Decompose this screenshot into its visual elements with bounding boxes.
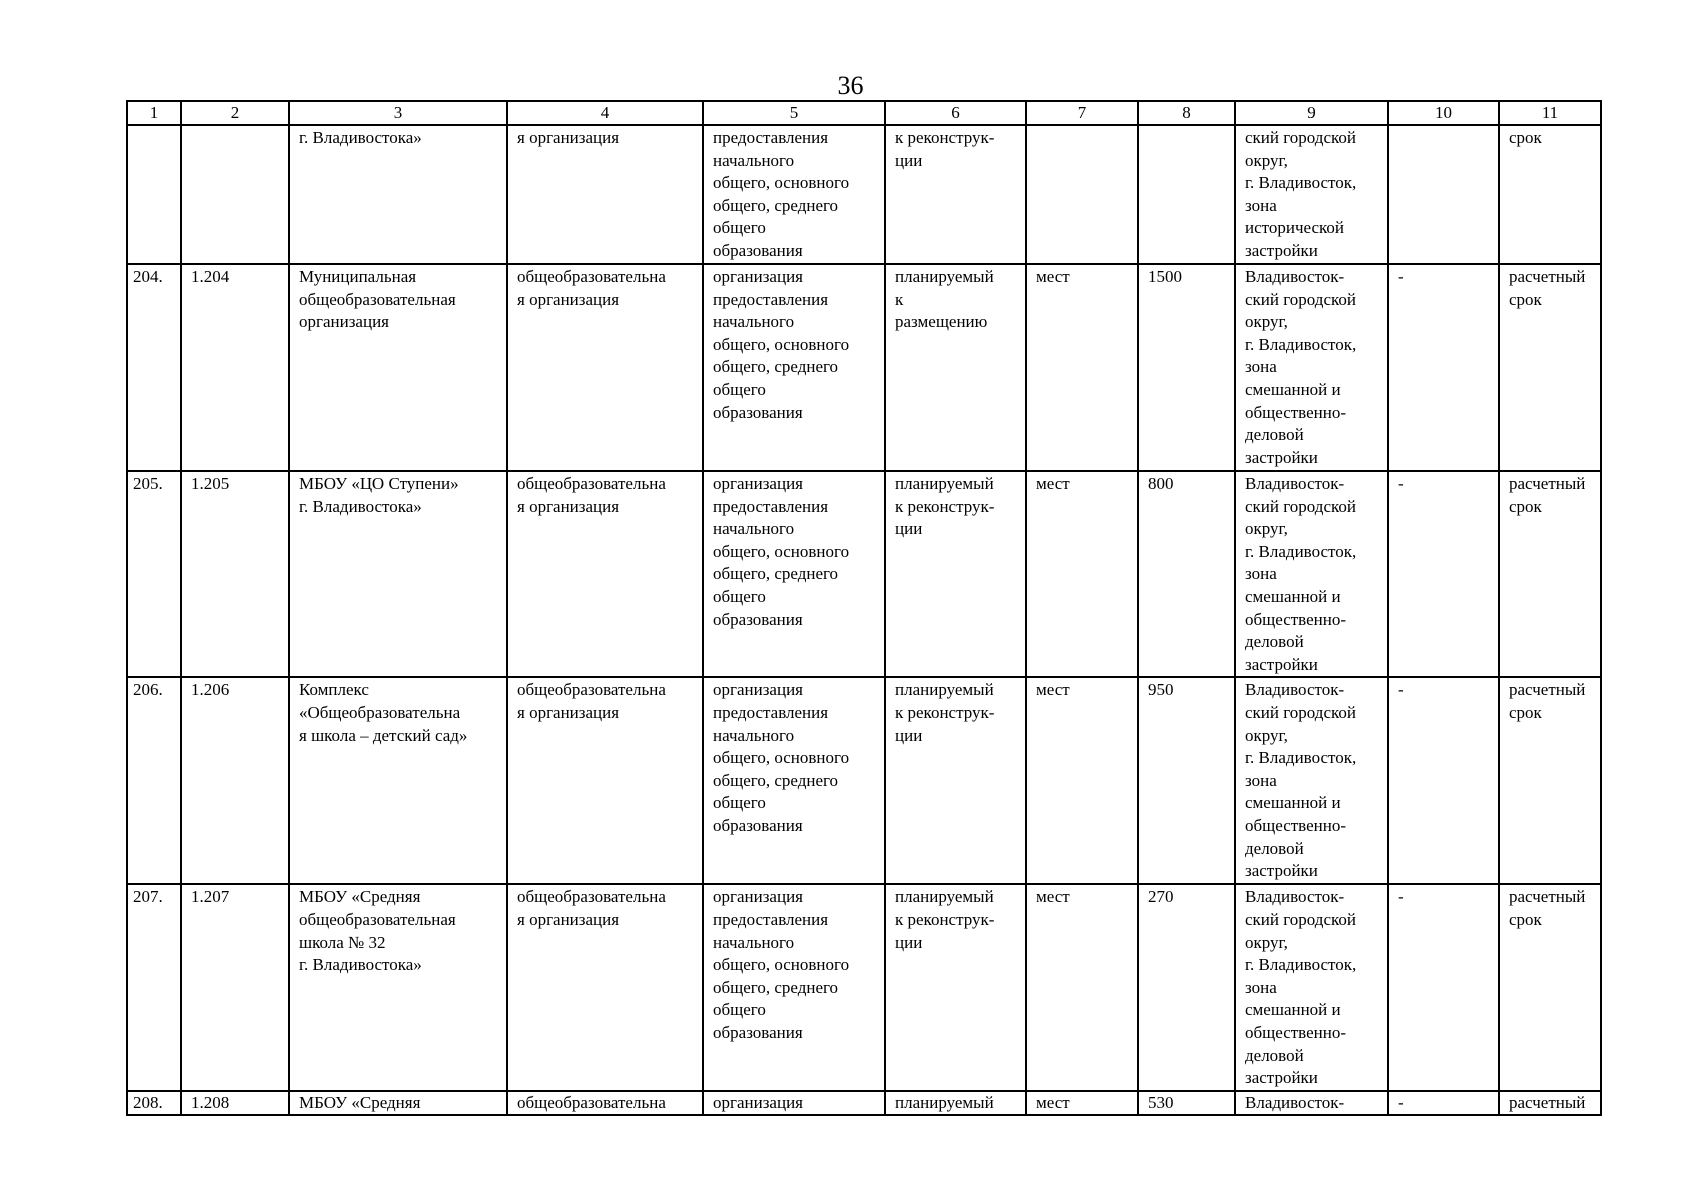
row-code-cell: 1.208 (181, 1091, 289, 1116)
purpose-cell: предоставления начального общего, основного общего, среднего общего образования (703, 125, 885, 264)
object-name-cell: г. Владивостока» (289, 125, 507, 264)
object-name-cell: Комплекс «Общеобразовательна я школа – детский сад» (289, 677, 507, 884)
capacity-value-cell (1138, 125, 1235, 264)
table-row (127, 1091, 1601, 1116)
column-header: 1 (127, 101, 181, 125)
zone-cell: - (1388, 264, 1499, 471)
row-code-cell: 1.205 (181, 471, 289, 677)
object-name-cell: МБОУ «Средняя общеобразовательная школа № 32 г. Владивостока» (289, 884, 507, 1090)
column-header: 9 (1235, 101, 1388, 125)
status-cell: планируемый к реконструк- ции (885, 677, 1026, 884)
status-cell: планируемый (885, 1091, 1026, 1116)
object-name-cell: МБОУ «ЦО Ступени» г. Владивостока» (289, 471, 507, 677)
term-cell: расчетный (1499, 1091, 1601, 1116)
purpose-cell: организация предоставления начального общего, основного общего, среднего общего образования (703, 677, 885, 884)
capacity-value-cell: 530 (1138, 1091, 1235, 1116)
capacity-value-cell: 1500 (1138, 264, 1235, 471)
row-number-cell: 207. (127, 884, 181, 1090)
term-cell: расчетный срок (1499, 677, 1601, 884)
zone-cell: - (1388, 677, 1499, 884)
term-cell: срок (1499, 125, 1601, 264)
term-cell: расчетный срок (1499, 884, 1601, 1090)
object-name-cell: Муниципальная общеобразовательная организация (289, 264, 507, 471)
unit-cell: мест (1026, 884, 1138, 1090)
table-row (127, 884, 1601, 1090)
capacity-value-cell: 800 (1138, 471, 1235, 677)
object-type-cell: общеобразовательна (507, 1091, 703, 1116)
term-cell: расчетный срок (1499, 471, 1601, 677)
row-number-cell: 204. (127, 264, 181, 471)
column-header: 4 (507, 101, 703, 125)
row-code-cell: 1.204 (181, 264, 289, 471)
unit-cell: мест (1026, 677, 1138, 884)
object-type-cell: общеобразовательна я организация (507, 471, 703, 677)
status-cell: к реконструк- ции (885, 125, 1026, 264)
location-cell: Владивосток- ский городской округ, г. Владивосток, зона смешанной и общественно- деловой застройки (1235, 677, 1388, 884)
capacity-value-cell: 270 (1138, 884, 1235, 1090)
zone-cell (1388, 125, 1499, 264)
location-cell: Владивосток- ский городской округ, г. Владивосток, зона смешанной и общественно- деловой застройки (1235, 471, 1388, 677)
column-header: 8 (1138, 101, 1235, 125)
column-header: 7 (1026, 101, 1138, 125)
object-type-cell: общеобразовательна я организация (507, 677, 703, 884)
object-type-cell: я организация (507, 125, 703, 264)
purpose-cell: организация предоставления начального общего, основного общего, среднего общего образования (703, 471, 885, 677)
status-cell: планируемый к реконструк- ции (885, 884, 1026, 1090)
unit-cell: мест (1026, 471, 1138, 677)
row-code-cell (181, 125, 289, 264)
unit-cell: мест (1026, 1091, 1138, 1116)
zone-cell: - (1388, 471, 1499, 677)
column-header: 3 (289, 101, 507, 125)
planning-table (126, 100, 1602, 1116)
row-number-cell: 206. (127, 677, 181, 884)
location-cell: Владивосток- (1235, 1091, 1388, 1116)
term-cell: расчетный срок (1499, 264, 1601, 471)
column-header: 11 (1499, 101, 1601, 125)
column-header: 6 (885, 101, 1026, 125)
row-number-cell: 208. (127, 1091, 181, 1116)
row-code-cell: 1.206 (181, 677, 289, 884)
location-cell: ский городской округ, г. Владивосток, зона исторической застройки (1235, 125, 1388, 264)
purpose-cell: организация (703, 1091, 885, 1116)
object-name-cell: МБОУ «Средняя (289, 1091, 507, 1116)
column-header: 5 (703, 101, 885, 125)
location-cell: Владивосток- ский городской округ, г. Владивосток, зона смешанной и общественно- деловой застройки (1235, 884, 1388, 1090)
zone-cell: - (1388, 884, 1499, 1090)
table-row (127, 677, 1601, 884)
object-type-cell: общеобразовательна я организация (507, 884, 703, 1090)
page-number: 36 (837, 71, 864, 100)
row-number-cell (127, 125, 181, 264)
column-header: 2 (181, 101, 289, 125)
status-cell: планируемый к реконструк- ции (885, 471, 1026, 677)
capacity-value-cell: 950 (1138, 677, 1235, 884)
unit-cell (1026, 125, 1138, 264)
table-row (127, 471, 1601, 677)
row-number-cell: 205. (127, 471, 181, 677)
table-row (127, 125, 1601, 264)
column-header: 10 (1388, 101, 1499, 125)
status-cell: планируемый к размещению (885, 264, 1026, 471)
zone-cell: - (1388, 1091, 1499, 1116)
purpose-cell: организация предоставления начального общего, основного общего, среднего общего образования (703, 884, 885, 1090)
table-row (127, 264, 1601, 471)
location-cell: Владивосток- ский городской округ, г. Владивосток, зона смешанной и общественно- деловой застройки (1235, 264, 1388, 471)
purpose-cell: организация предоставления начального общего, основного общего, среднего общего образования (703, 264, 885, 471)
header-row (127, 101, 1601, 125)
unit-cell: мест (1026, 264, 1138, 471)
row-code-cell: 1.207 (181, 884, 289, 1090)
object-type-cell: общеобразовательна я организация (507, 264, 703, 471)
